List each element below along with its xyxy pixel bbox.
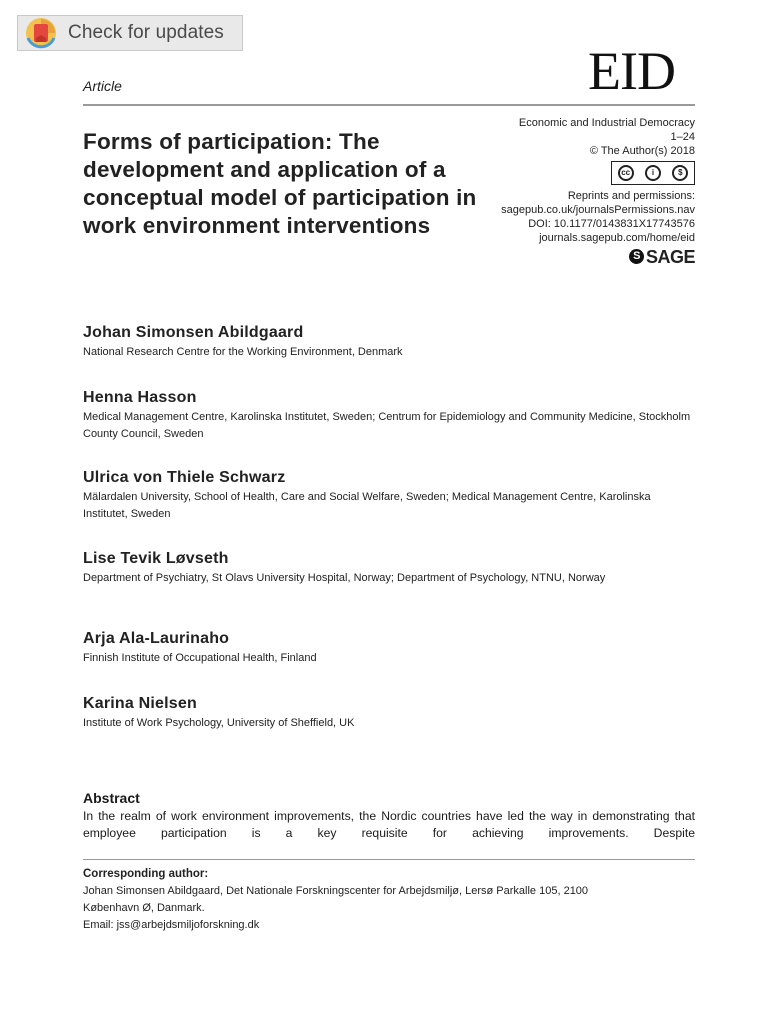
publication-metadata xyxy=(455,116,695,267)
abstract-heading: Abstract xyxy=(83,790,140,806)
author-name: Arja Ala-Laurinaho xyxy=(83,630,230,647)
author-block xyxy=(83,695,695,732)
abstract-section xyxy=(83,790,695,842)
author-name: Ulrica von Thiele Schwarz xyxy=(83,469,286,486)
cc-by-nc-icon[interactable]: cc i $ xyxy=(611,161,695,185)
doi-link[interactable]: DOI: 10.1177/0143831X17743576 xyxy=(528,218,695,230)
sage-icon: S xyxy=(629,249,644,264)
corresponding-address-line: Johan Simonsen Abildgaard, Det Nationale Forskningscenter for Arbejdsmiljø, Lersø Parkalle 105, 2100 xyxy=(83,885,589,897)
publisher-logo: S SAGE xyxy=(629,249,695,264)
reprints-label: Reprints and permissions: xyxy=(567,190,695,202)
copyright-line: © The Author(s) 2018 xyxy=(589,145,695,157)
check-for-updates-button[interactable] xyxy=(17,15,243,51)
author-name: Lise Tevik Løvseth xyxy=(83,550,229,567)
author-affiliation: Medical Management Centre, Karolinska Institutet, Sweden; Centrum for Epidemiology and Community Medicine, Stockholm County Council, Sweden xyxy=(83,411,691,440)
corresponding-heading: Corresponding author: xyxy=(83,868,209,880)
author-affiliation: Department of Psychiatry, St Olavs University Hospital, Norway; Department of Psychology, NTNU, Norway xyxy=(83,572,606,584)
page-range: 1–24 xyxy=(670,131,695,143)
journal-name: Economic and Industrial Democracy xyxy=(518,117,695,129)
corresponding-author-note xyxy=(83,866,695,934)
check-for-updates-label: Check for updates xyxy=(68,22,224,43)
author-block xyxy=(83,550,695,587)
author-affiliation: National Research Centre for the Working Environment, Denmark xyxy=(83,346,403,358)
author-name: Karina Nielsen xyxy=(83,695,197,712)
corresponding-address-line: København Ø, Danmark. xyxy=(83,902,205,914)
author-block xyxy=(83,469,695,523)
author-name: Henna Hasson xyxy=(83,389,197,406)
header-divider xyxy=(83,104,695,106)
check-updates-icon xyxy=(24,16,58,50)
journal-logo: EID xyxy=(588,41,675,101)
author-block xyxy=(83,630,695,667)
article-type-label: Article xyxy=(83,78,122,94)
author-affiliation: Mälardalen University, School of Health, Care and Social Welfare, Sweden; Medical Management Centre, Karolinska Institutet, Sweden xyxy=(83,491,651,520)
author-name: Johan Simonsen Abildgaard xyxy=(83,324,304,341)
author-affiliation: Institute of Work Psychology, University of Sheffield, UK xyxy=(83,717,355,729)
journal-homepage-link[interactable]: journals.sagepub.com/home/eid xyxy=(539,232,695,244)
author-affiliation: Finnish Institute of Occupational Health, Finland xyxy=(83,652,317,664)
corresponding-email[interactable]: Email: jss@arbejdsmiljoforskning.dk xyxy=(83,919,260,931)
footnote-divider xyxy=(83,859,695,860)
article-title: Forms of participation: The development and application of a conceptual model of participation in work environment interventions xyxy=(83,129,477,238)
author-block xyxy=(83,324,695,361)
permissions-link[interactable]: sagepub.co.uk/journalsPermissions.nav xyxy=(501,204,695,216)
author-block xyxy=(83,389,695,443)
abstract-text: In the realm of work environment improvements, the Nordic countries have led the way in demonstrating that employee participation is a key requisite for achieving improvements. Despite xyxy=(83,809,695,840)
